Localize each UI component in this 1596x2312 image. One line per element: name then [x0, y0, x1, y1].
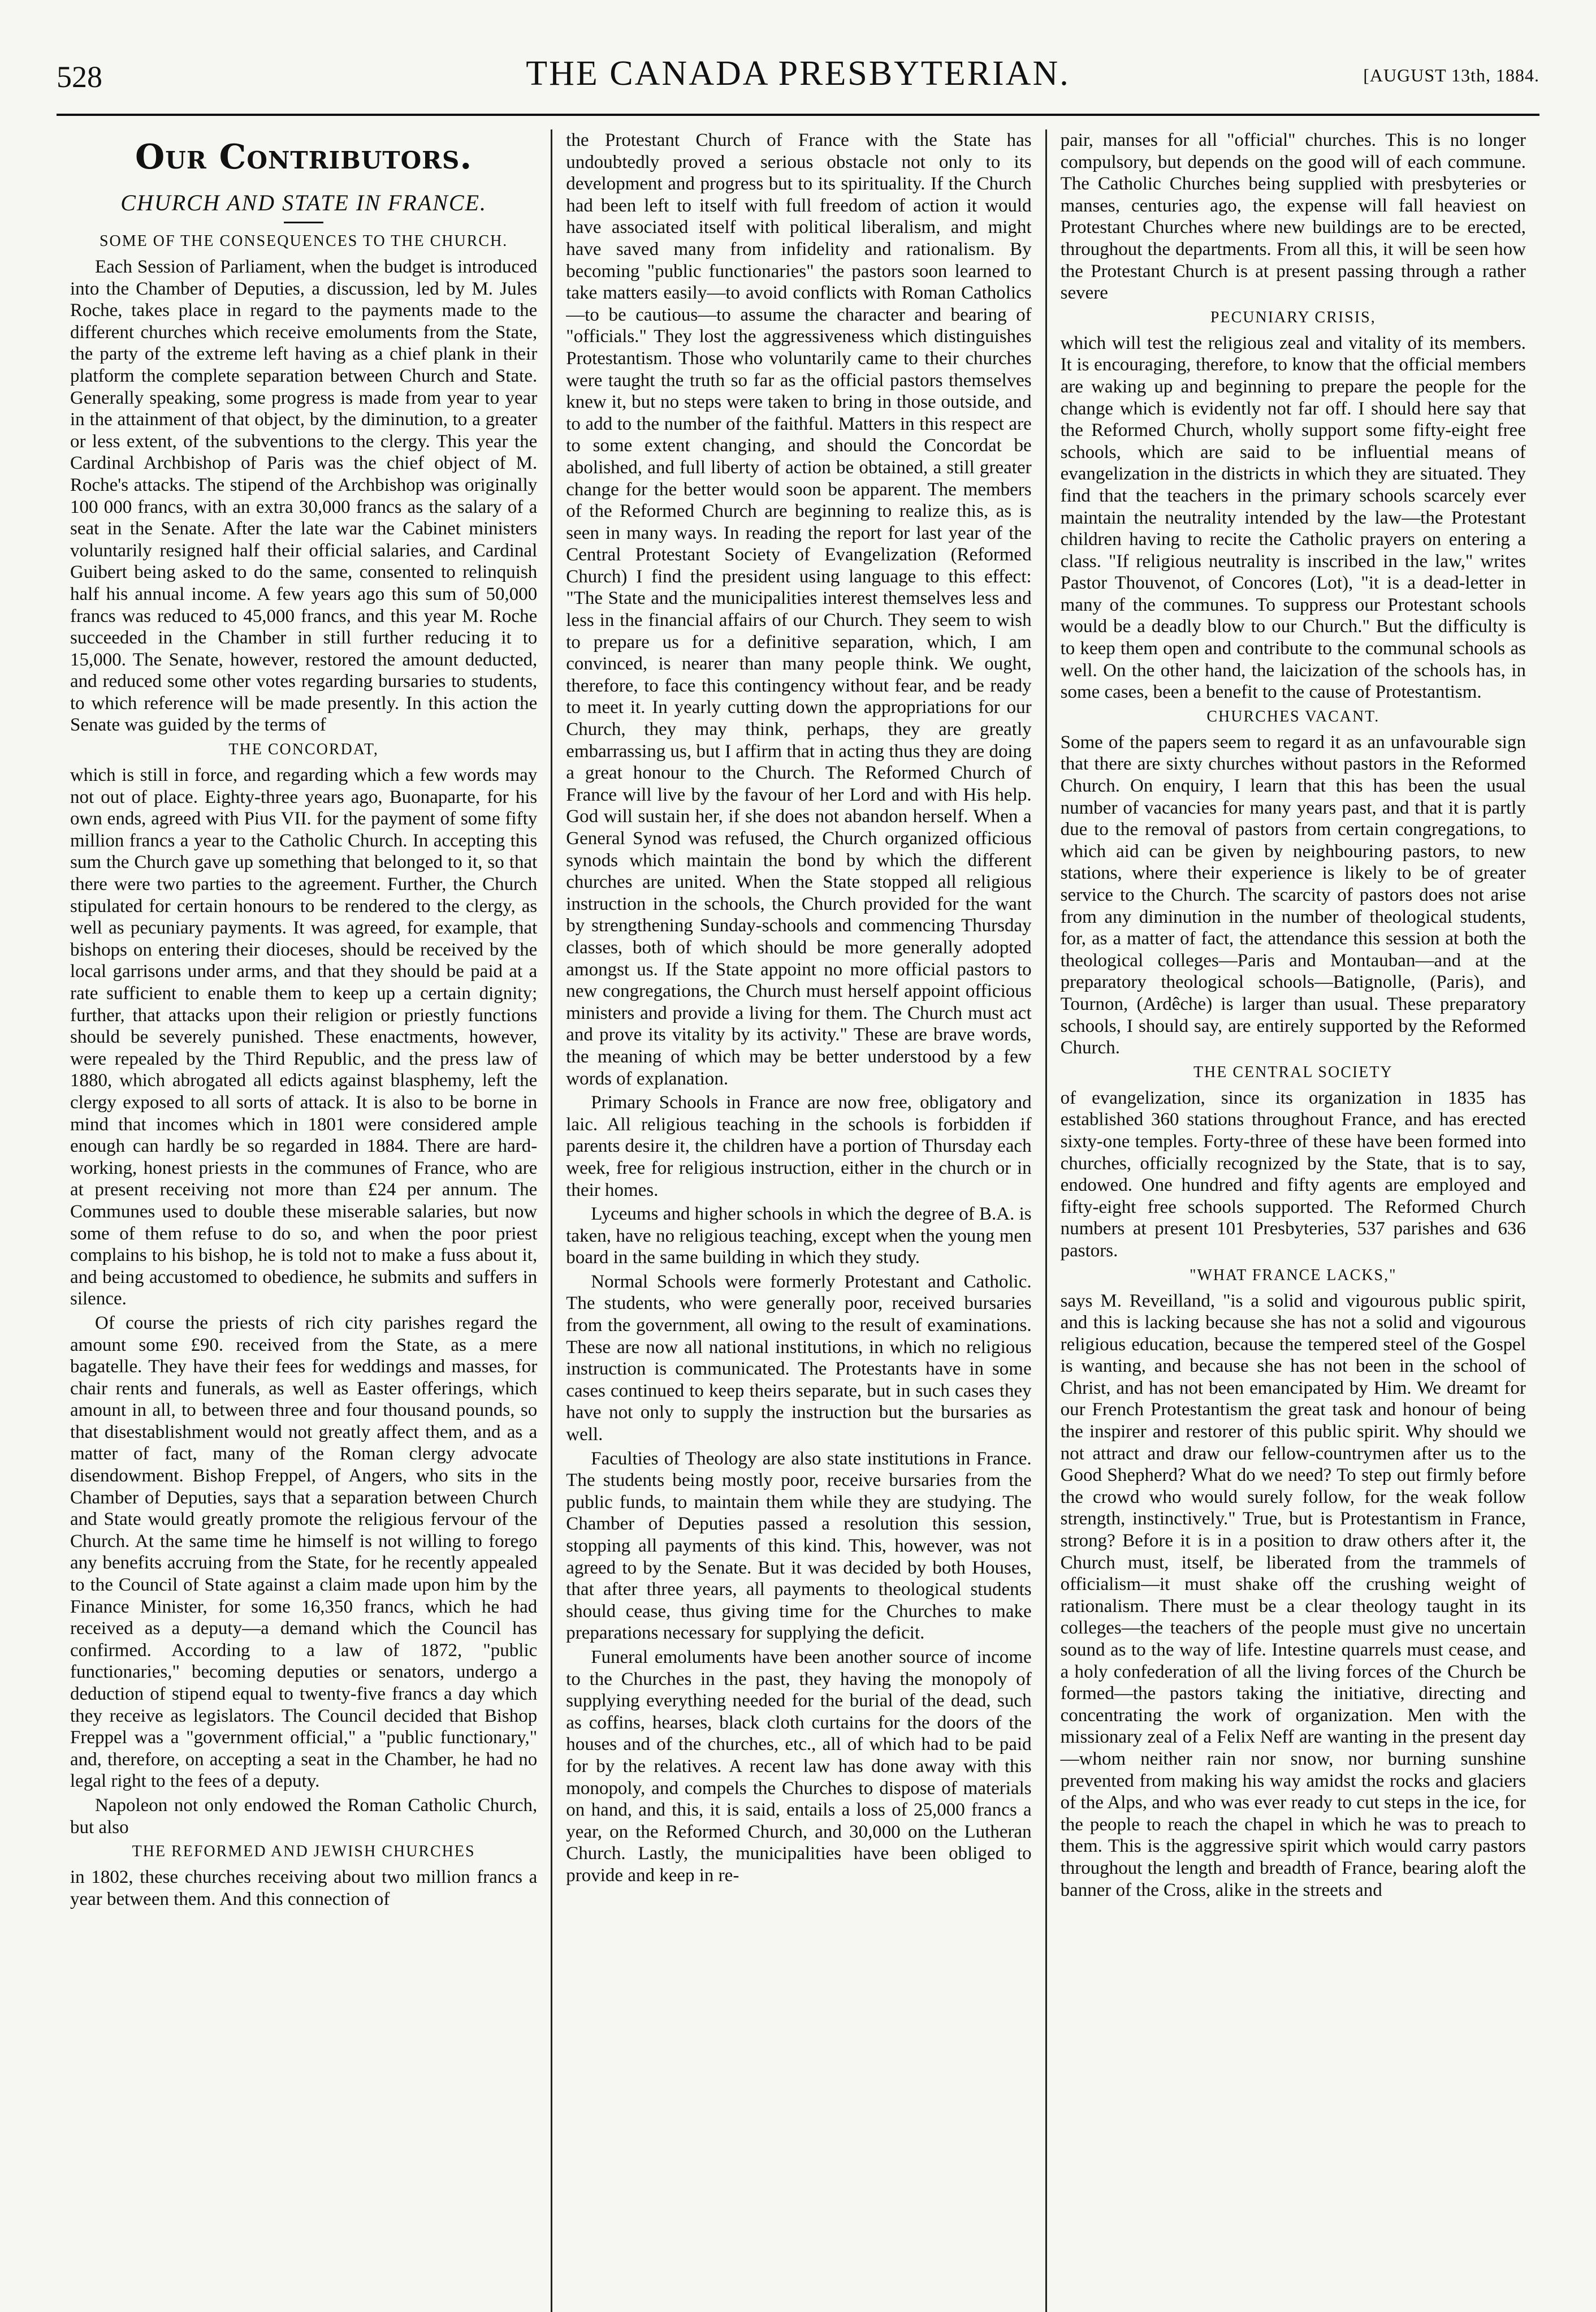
paragraph: Primary Schools in France are now free, obligatory and laic. All religious teaching in the schools is forbidden if parents desire it, the children have a portion of Thursday each week, free for religious instruction, either in the church or in their homes.	[566, 1092, 1032, 1200]
paragraph: Each Session of Parliament, when the budget is introduced into the Chamber of Deputies, a discussion, led by M. Jules Roche, takes place in regard to the payments made to the different churches which receive emoluments from the State, the party of the extreme left having as a chief plank in their platform the complete separation between Church and State. Generally speaking, some progress is made from year to year in the attainment of that object, by the diminution, to a greater or less extent, of the subventions to the clergy. This year the Cardinal Archbishop of Paris was the chief object of M. Roche's attacks. The stipend of the Archbishop was originally 100 000 francs, with an extra 30,000 francs as the salary of a seat in the Senate. After the late war the Cabinet ministers voluntarily resigned half their official salaries, and Cardinal Guibert being asked to do the same, consented to relinquish half his annual income. A few years ago this sum of 50,000 francs was reduced to 45,000 francs, and this year M. Roche succeeded in the Chamber in still further reducing it to 15,000. The Senate, however, restored the amount deducted, and reduced some other votes regarding bursaries to students, to which reference will be made presently. In this action the Senate was guided by the terms of	[70, 257, 538, 736]
paragraph: Faculties of Theology are also state institutions in France. The students being mostly poor, receive bursaries from the public funds, to maintain them while they are studying. The Chamber of Deputies passed a resolution this session, stopping all payments of this kind. This, however, was not agreed to by the Senate. But it was decided by both Houses, that after three years, all payments to theological students should cease, thus giving time for the Churches to make preparations necessary for supplying the deficit.	[566, 1448, 1032, 1644]
subheading-churches-vacant: CHURCHES VACANT.	[1206, 707, 1380, 725]
paragraph: in 1802, these churches receiving about two million francs a year between them. And this connection of	[70, 1867, 538, 1909]
column-2	[551, 129, 1045, 2312]
subheading-reformed-jewish: THE REFORMED AND JEWISH CHURCHES	[132, 1843, 475, 1861]
paragraph: says M. Reveilland, "is a solid and vigourous public spirit, and this is lacking because she has not a solid and vigourous religious education, because the tempered steel of the Gospel is wanting, and because she has not been in the school of Christ, and has not been emancipated by Him. We dreamt for our French Protestantism the great task and honour of being the inspirer and restorer of this public spirit. Why should we not attract and draw our fellow-countrymen after us to the Good Shepherd? What do we need? To step out firmly before the crowd who would surely follow, for the weak follow strength, instinctively." True, but is Protestantism in France, strong? Before it is in a position to draw others after it, the Church must, itself, be liberated from the trammels of officialism—it must shake off the crushing weight of rationalism. There must be a clear theology taught in its colleges—the teachers of the people must give no uncertain sound as to the way of life. Intestine quarrels must cease, and a holy confederation of all the living forces of the Church be formed—the pastors taking the initiative, directing and concentrating the work of organization. Men with the missionary zeal of a Felix Neff are wanting in the present day—whom neither rain nor snow, nor burning sunshine prevented from making his way amidst the rocks and glaciers of the Alps, and who was ever ready to cut steps in the ice, for the people to reach the chapel in which he was to preach to them. This is the aggressive spirit which would carry pastors throughout the length and breadth of France, bearing aloft the banner of the Cross, alike in the streets and	[1060, 1290, 1526, 1900]
paragraph: of evangelization, since its organization in 1835 has established 360 stations throughout France, and has erected sixty-one temples. Forty-three of these have been formed into churches, officially recognized by the State, that is to say, endowed. One hundred and fifty agents are employed and fifty-eight free schools supported. The Reformed Church numbers at present 101 Presbyteries, 537 parishes and 636 pastors.	[1060, 1087, 1526, 1261]
title-divider	[284, 222, 323, 223]
subheading-central-society: THE CENTRAL SOCIETY	[1193, 1063, 1393, 1081]
article-title: CHURCH AND STATE IN FRANCE.	[120, 190, 487, 215]
section-heading: Our Contributors.	[135, 137, 473, 177]
paragraph: Lyceums and higher schools in which the degree of B.A. is taken, have no religious teaching, except when the young men board in the same building in which they study.	[566, 1204, 1032, 1268]
paragraph: Normal Schools were formerly Protestant and Catholic. The students, who were generally poor, received bursaries from the government, all owing to the result of examinations. These are now all national institutions, in which no religious instruction is communicated. The Protestants have in some cases continued to keep theirs separate, but in such cases they have not only to supply the instruction but the bursaries as well.	[566, 1271, 1032, 1445]
masthead-rule	[57, 114, 1539, 116]
paragraph: which will test the religious zeal and vitality of its members. It is encouraging, therefore, to know that the official members are waking up and beginning to prepare the people for the change which is evidently not far off. I should here say that the Reformed Church, wholly support some fifty-eight free schools, which are said to be influential means of evangelization in the districts in which they are situated. They find that the teachers in the primary schools scarcely ever maintain the neutrality intended by the law—the Protestant children having to recite the Catholic prayers on entering a class. "If religious neutrality is inscribed in the law," writes Pastor Thouvenot, of Concores (Lot), "it is a dead-letter in many of the communes. To suppress our Protestant schools would be a deadly blow to our Church." But the difficulty is to keep them open and contribute to the communal schools as well. On the other hand, the laicization of the schools has, in some cases, been a benefit to the cause of Protestantism.	[1060, 332, 1526, 703]
paragraph: Some of the papers seem to regard it as an unfavourable sign that there are sixty churches without pastors in the Reformed Church. On enquiry, I learn that this has been the usual number of vacancies for many years past, and that it is partly due to the removal of pastors from certain congregations, to which aid can be given by neighbouring pastors, to new stations, where their experience is likely to be of greater service to the Church. The scarcity of pastors does not arise from any diminution in the number of theological students, for, as a matter of fact, the attendance this session at both the theological colleges—Paris and Montauban—and at the preparatory theological schools—Batignolle, (Paris), and Tournon, (Ardêche) is larger than usual. These preparatory schools, I should say, are entirely supported by the Reformed Church.	[1060, 732, 1526, 1058]
column-1	[57, 129, 551, 2312]
article-columns	[57, 129, 1539, 2312]
masthead	[57, 54, 1539, 103]
paragraph: Of course the priests of rich city parishes regard the amount some £90. received from the State, as a mere bagatelle. They have their fees for weddings and masses, for chair rents and funerals, as well as Easter offerings, which amount in all, to between three and four thousand pounds, so that disestablishment would not greatly affect them, and as a matter of fact, many of the Roman clergy advocate disendowment. Bishop Freppel, of Angers, who sits in the Chamber of Deputies, says that a separation between Church and State would greatly promote the religious fervour of the Church. At the same time he himself is not willing to forego any benefits accruing from the State, for he recently appealed to the Council of State against a claim made upon him by the Finance Minister, for some 16,350 francs, which he had received as a deputy—a demand which the Council has confirmed. According to a law of 1872, "public functionaries," becoming deputies or senators, undergo a deduction of stipend equal to twenty-five francs a day which they receive as legislators. The Council decided that Bishop Freppel was a "government official," a "public functionary," and, therefore, on accepting a seat in the Chamber, he had no legal right to the fees of a deputy.	[70, 1312, 538, 1792]
paragraph: Funeral emoluments have been another source of income to the Churches in the past, they having the monopoly of supplying everything needed for the burial of the dead, such as coffins, hearses, black cloth curtains for the doors of the houses and of the churches, etc., all of which had to be paid for by the relatives. A recent law has done away with this monopoly, and compels the Churches to dispose of materials on hand, and this, it is said, entails a loss of 25,000 francs a year, on the Reformed Church, and 30,000 on the Lutheran Church. Lastly, the municipalities have been obliged to provide and keep in re-	[566, 1647, 1032, 1886]
subheading-what-france-lacks: "WHAT FRANCE LACKS,"	[1190, 1266, 1397, 1284]
paragraph: Napoleon not only endowed the Roman Catholic Church, but also	[70, 1795, 538, 1838]
subheading-concordat: THE CONCORDAT,	[228, 741, 379, 759]
column-3	[1045, 129, 1539, 2312]
newspaper-title: THE CANADA PRESBYTERIAN.	[526, 54, 1070, 93]
paragraph: pair, manses for all "official" churches. This is no longer compulsory, but depends on the good will of each commune. The Catholic Churches being supplied with presbyteries or manses, centuries ago, the expense will fall heaviest on Protestant Churches where new buildings are to be erected, throughout the departments. From all this, it will be seen how the Protestant Church is at present passing through a rather severe	[1060, 130, 1526, 304]
page-number: 528	[57, 60, 102, 94]
article-subtitle: SOME OF THE CONSEQUENCES TO THE CHURCH.	[99, 232, 508, 250]
paragraph: which is still in force, and regarding which a few words may not out of place. Eighty-three years ago, Buonaparte, for his own ends, agreed with Pius VII. for the payment of some fifty million francs a year to the Catholic Church. In accepting this sum the Church gave up something that belonged to it, so that there were two parties to the agreement. Further, the Church stipulated for certain honours to be rendered to the clergy, as well as pecuniary payments. It was agreed, for example, that bishops on entering their dioceses, should be received by the local garrisons under arms, and that they should be paid at a rate sufficient to enable them to keep up a certain dignity; further, that attacks upon their religion or priestly functions should be severely punished. These enactments, however, were repealed by the Third Republic, and the press law of 1880, which abrogated all edicts against blasphemy, left the clergy exposed to all sorts of attack. It is also to be borne in mind that incomes which in 1801 were considered ample enough can hardly be so regarded in 1884. There are hard-working, honest priests in the communes of France, who are at present receiving not more than £24 per annum. The Communes used to double these miserable salaries, but now some of them refuse to do so, and when the poor priest complains to his bishop, he is told not to make a fuss about it, and being accustomed to obedience, he submits and suffers in silence.	[70, 765, 538, 1310]
paragraph: the Protestant Church of France with the State has undoubtedly proved a serious obstacle not only to its development and progress but to its spirituality. If the Church had been left to itself with full freedom of action it would have associated itself with political liberalism, and might have saved many from infidelity and rationalism. By becoming "public functionaries" the pastors soon learned to take matters easily—to avoid conflicts with Roman Catholics—to be cautious—to assume the character and bearing of "officials." They lost the aggressiveness which distinguishes Protestantism. Those who voluntarily came to their churches were taught the truth so far as the official pastors themselves knew it, but no steps were taken to bring in those outside, and to add to the number of the faithful. Matters in this respect are to some extent changing, and should the Concordat be abolished, and full liberty of action be obtained, a still greater change for the better would soon be apparent. The members of the Reformed Church are beginning to realize this, as is seen in many ways. In reading the report for last year of the Central Protestant Society of Evangelization (Reformed Church) I find the president using language to this effect: "The State and the municipalities interest themselves less and less in the financial affairs of our Church. They seem to wish to prepare us for a definitive separation, which, I am convinced, is nearer than many people think. We ought, therefore, to face this contingency without fear, and be ready to meet it. In yearly cutting down the appropriations for our Church, they may think, perhaps, they are greatly embarrassing us, but I affirm that in acting thus they are doing a great honour to the Church. The Reformed Church of France will live by the favour of her Lord and with His help. God will sustain her, if she does not abandon herself. When a General Synod was refused, the Church organized officious synods which maintain the bond by which the different churches are united. When the State stopped all religious instruction in the schools, the Church provided for the want by strengthening Sunday-schools and commencing Thursday classes, both of which should be more generally adopted amongst us. If the State appoint no more official pastors to new congregations, the Church must herself appoint officious ministers and provide a living for them. The Church must act and prove its vitality by its activity." These are brave words, the meaning of which may be better understood by a few words of explanation.	[566, 130, 1032, 1089]
issue-date: [AUGUST 13th, 1884.	[1363, 65, 1539, 85]
subheading-pecuniary-crisis: PECUNIARY CRISIS,	[1210, 308, 1376, 326]
